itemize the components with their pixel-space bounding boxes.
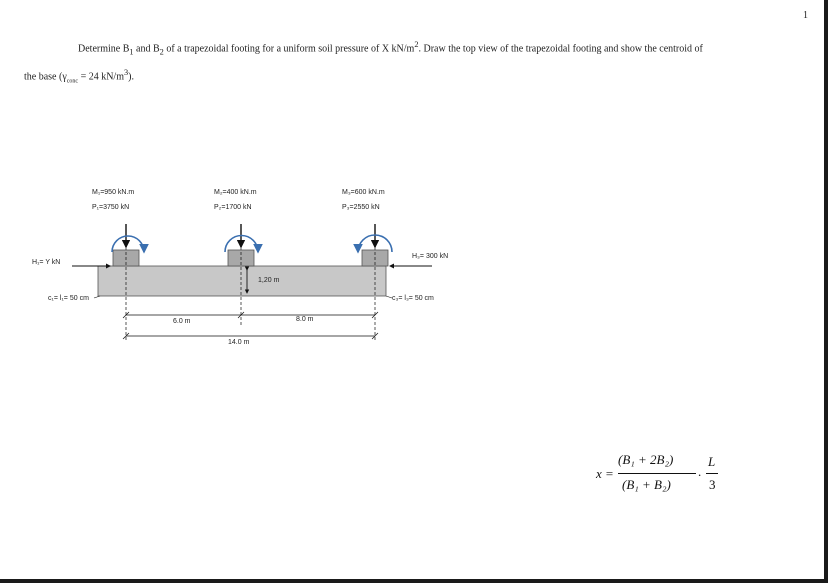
fraction-bar (706, 473, 718, 474)
subscript: 1 (129, 47, 134, 57)
col3-moment-label: M₃=600 kN.m (342, 189, 385, 196)
span1-label: 6.0 m (173, 318, 191, 325)
col2-moment-label: M₂=400 kN.m (214, 189, 257, 196)
thickness-label: 1,20 m (258, 277, 280, 284)
c1-label: c₁= l₁= 50 cm (48, 295, 89, 302)
text-segment: Determine B (78, 43, 130, 55)
formula-three: 3 (709, 477, 716, 492)
text-segment: . Draw the top view of the trapezoidal footing and show the centroid of (418, 43, 703, 55)
text-segment: and B (133, 43, 160, 55)
superscript: 2 (414, 40, 419, 49)
formula-numerator: (B₁ + 2B₂) (618, 452, 674, 467)
total-label: 14.0 m (228, 339, 250, 346)
text-segment: = 24 kN/m (78, 71, 124, 83)
subscript: conc (66, 78, 79, 85)
text-segment: the base (γ (24, 71, 67, 83)
h3-label: H₃= 300 kN (412, 253, 449, 260)
span2-label: 8.0 m (296, 316, 314, 323)
text-segment: of a trapezoidal footing for a uniform soil pressure of X kN/m (163, 43, 415, 55)
formula-L: L (708, 454, 716, 469)
page-number: 1 (803, 10, 808, 21)
formula-dot: . (698, 464, 702, 479)
fraction-bar (618, 473, 696, 474)
c3-label: c₃= l₃= 50 cm (392, 295, 434, 302)
formula-lhs: x = (596, 466, 614, 481)
formula-denominator: (B₁ + B₂) (622, 477, 671, 492)
col3-axial-label: P₃=2550 kN (342, 204, 380, 211)
h1-label: H₁= Y kN (32, 259, 61, 266)
text-segment: ). (128, 71, 134, 83)
subscript: 2 (159, 47, 164, 57)
superscript: 3 (123, 68, 129, 78)
col1-moment-label: M₁=950 kN.m (92, 189, 135, 196)
centroid-formula (596, 448, 736, 508)
col1-axial-label: P₁=3750 kN (92, 204, 130, 211)
c1-leader (94, 296, 100, 298)
footing-body (98, 266, 386, 296)
col2-axial-label: P₂=1700 kN (214, 204, 252, 211)
